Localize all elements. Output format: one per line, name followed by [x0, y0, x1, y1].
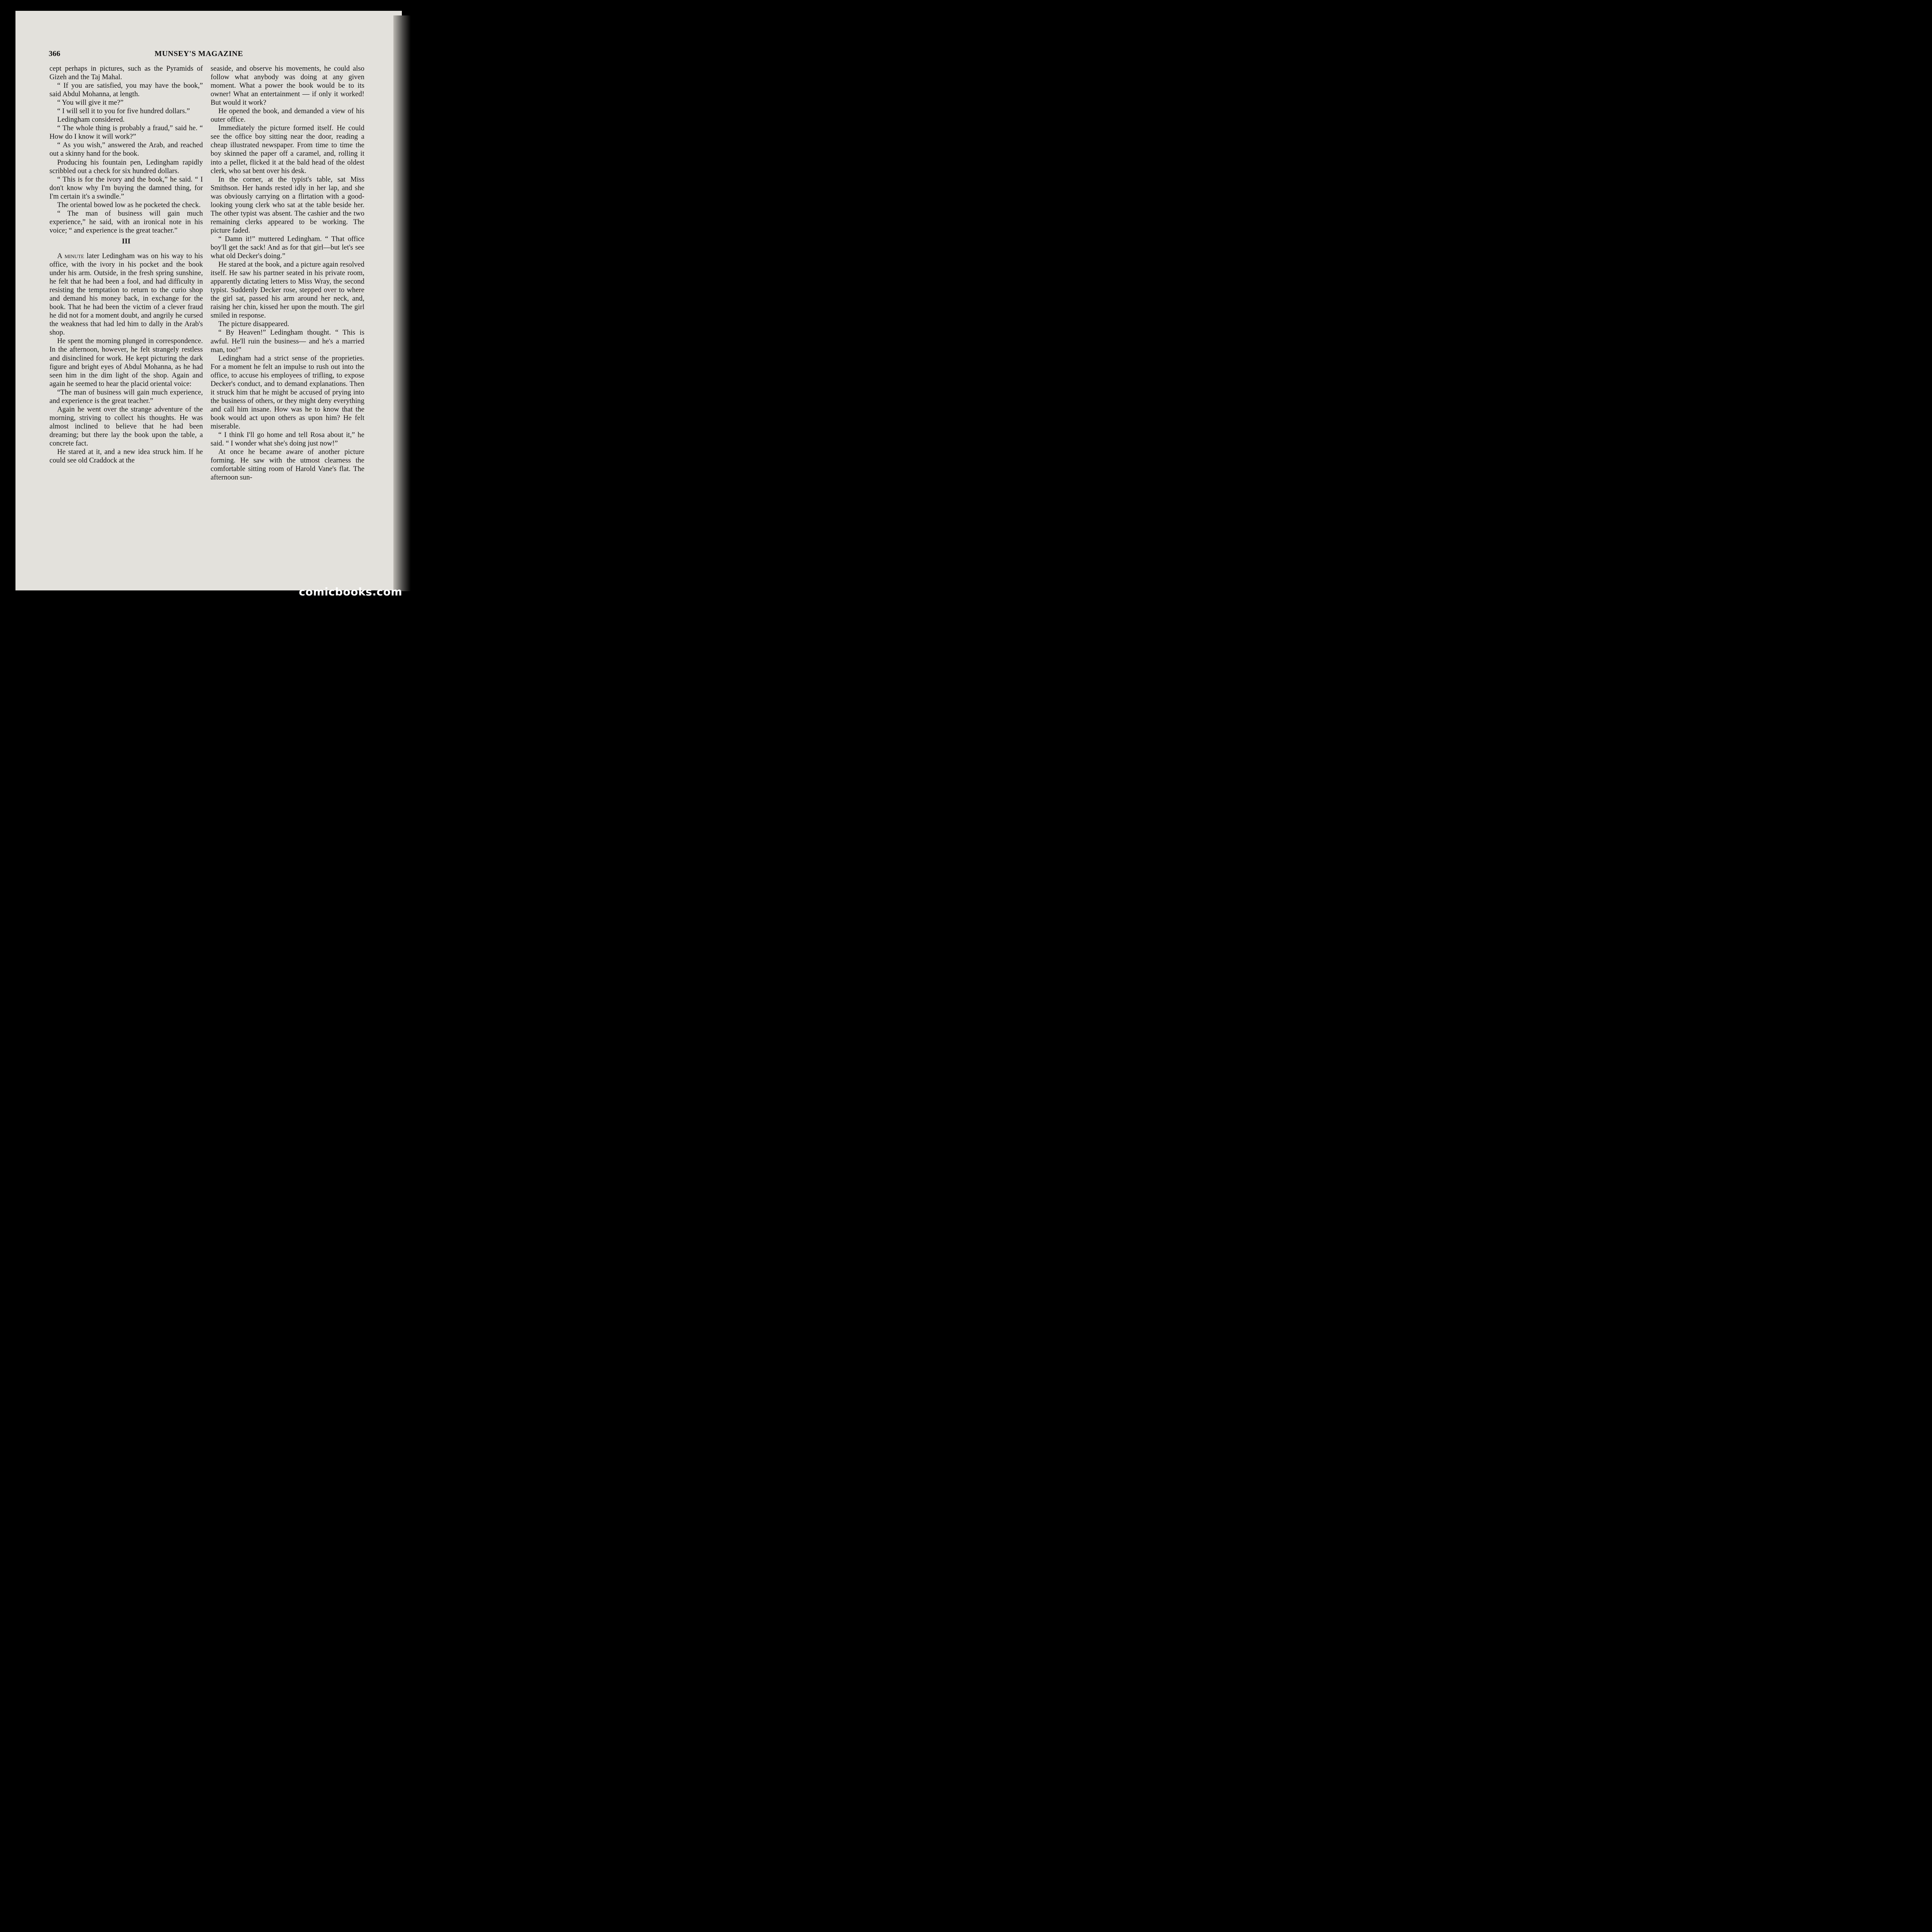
- paragraph: “ The man of business will gain much experience,” he said, with an ironical note in his voice; “ and experience is the great teacher.”: [49, 209, 203, 235]
- paragraph: Immediately the picture formed itself. He could see the office boy sitting near the door, reading a cheap illustrated newspaper. From time to time the boy skinned the paper off a caramel, and, rolling it into a pellet, flicked it at the bald head of the oldest clerk, who sat bent over his desk.: [211, 124, 364, 175]
- page-gutter-shadow: [393, 15, 411, 591]
- running-title: MUNSEY'S MAGAZINE: [155, 49, 243, 58]
- paragraph: “ By Heaven!” Ledingham thought. “ This is awful. He'll ruin the business— and he's a married man, too!”: [211, 328, 364, 354]
- paragraph: Producing his fountain pen, Ledingham rapidly scribbled out a check for six hundred dollars.: [49, 158, 203, 175]
- section-heading: III: [122, 237, 131, 245]
- paragraph: [49, 252, 203, 337]
- paragraph: In the corner, at the typist's table, sat Miss Smithson. Her hands rested idly in her lap, and she was obviously carrying on a flirtation with a good-looking young clerk who sat at the table beside her. The other typist was absent. The cashier and the two remaining clerks appeared to be working. The picture faded.: [211, 175, 364, 235]
- paragraph: “ I think I'll go home and tell Rosa about it,” he said. “ I wonder what she's doing just now!”: [211, 431, 364, 448]
- paragraph-text: later Ledingham was on his way to his office, with the ivory in his pocket and the book under his arm. Outside, in the fresh spring sunshine, he felt that he had been a fool, and had difficulty in resisting the temptation to return to the curio shop and demand his money back, in exchange for the book. That he had been the victim of a clever fraud he did not for a moment doubt, and angrily he cursed the weakness that had led him to dally in the Arab's shop.: [49, 252, 203, 337]
- paragraph: He stared at the book, and a picture again resolved itself. He saw his partner seated in his private room, apparently dictating letters to Miss Wray, the second typist. Suddenly Decker rose, stepped over to where the girl sat, passed his arm around her neck, and, raising her chin, kissed her upon the mouth. The girl smiled in response.: [211, 260, 364, 320]
- paragraph: The picture disappeared.: [218, 320, 289, 328]
- paragraph: He stared at it, and a new idea struck him. If he could see old Craddock at the: [49, 448, 203, 465]
- paragraph: seaside, and observe his movements, he could also follow what anybody was doing at any given moment. What a power the book would be to its owner! What an entertainment — if only it worked! But would it work?: [211, 65, 364, 107]
- paragraph: “The man of business will gain much experience, and experience is the great teacher.”: [49, 388, 203, 405]
- paragraph: “ If you are satisfied, you may have the book,” said Abdul Mohanna, at length.: [49, 82, 203, 99]
- paragraph: He opened the book, and demanded a view of his outer office.: [211, 107, 364, 124]
- paragraph: “ Damn it!” muttered Ledingham. “ That office boy'll get the sack! And as for that girl—but let's see what old Decker's doing.”: [211, 235, 364, 260]
- paragraph: The oriental bowed low as he pocketed the check.: [57, 201, 201, 209]
- left-column: [49, 65, 203, 465]
- page-number: 366: [49, 49, 60, 58]
- paragraph: “ You will give it me?”: [57, 99, 124, 107]
- paragraph: He spent the morning plunged in correspondence. In the afternoon, however, he felt strangely restless and disinclined for work. He kept picturing the dark figure and bright eyes of Abdul Mohanna, as he had seen him in the dim light of the shop. Again and again he seemed to hear the placid oriental voice:: [49, 337, 203, 388]
- paragraph: “ The whole thing is probably a fraud,” said he. “ How do I know it will work?”: [49, 124, 203, 141]
- paragraph: Ledingham considered.: [57, 116, 125, 124]
- paragraph: “ This is for the ivory and the book,” he said. “ I don't know why I'm buying the damned thing, for I'm certain it's a swindle.”: [49, 175, 203, 201]
- paragraph: “ I will sell it to you for five hundred dollars.”: [57, 107, 190, 116]
- paragraph: Ledingham had a strict sense of the proprieties. For a moment he felt an impulse to rush out into the office, to accuse his employees of trifling, to expose Decker's conduct, and to demand explanations. Then it struck him that he might be accused of prying into the business of others, or they might deny everything and call him insane. How was he to know that the book would act upon others as upon him? He felt miserable.: [211, 354, 364, 430]
- paragraph: At once he became aware of another picture forming. He saw with the utmost clearness the comfortable sitting room of Harold Vane's flat. The afternoon sun-: [211, 448, 364, 482]
- lead-in-small-caps: A minute: [57, 252, 84, 260]
- paragraph: cept perhaps in pictures, such as the Pyramids of Gizeh and the Taj Mahal.: [49, 65, 203, 82]
- paragraph: Again he went over the strange adventure of the morning, striving to collect his thoughts. He was almost inclined to believe that he had been dreaming; but there lay the book upon the table, a concrete fact.: [49, 405, 203, 447]
- watermark: comicbooks.com: [299, 585, 402, 598]
- paragraph: “ As you wish,” answered the Arab, and reached out a skinny hand for the book.: [49, 141, 203, 158]
- right-column: [211, 65, 364, 482]
